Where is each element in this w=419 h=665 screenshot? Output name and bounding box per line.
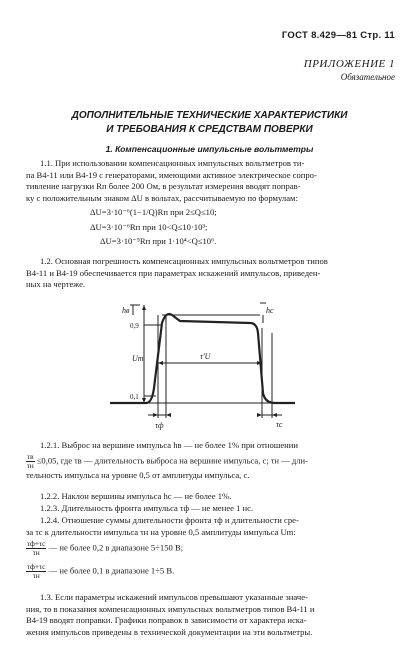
main-title-line-2: И ТРЕБОВАНИЯ К СРЕДСТВАМ ПОВЕРКИ bbox=[106, 124, 313, 135]
p13-line2: ния, то в показания компенсационных импульсных вольтметров типов В4-11 и bbox=[26, 603, 315, 614]
p12-line2: В4-11 и В4-19 обеспечивается при параметрах искажений импульсов, приведен- bbox=[26, 267, 321, 278]
formula-3: ΔU=3·10⁻⁵Rп при 1·10⁴<Q≤10⁶. bbox=[100, 236, 217, 246]
paragraph-1-2-2: 1.2.2. Наклон вершины импульса hс — не более 1%. bbox=[40, 491, 232, 501]
p11-line1: 1.1. При использовании компенсационных импульсных вольтметров ти- bbox=[40, 158, 305, 168]
p124-line1: 1.2.4. Отношение суммы длительности фронта τф и длительности сре- bbox=[40, 515, 299, 525]
ratio-line-2: $\frac{\tau ф+\tau с}{\tau н}$ — не более 0,1 в диапазоне 1÷5 В. bbox=[27, 562, 175, 580]
label-hc: hс bbox=[266, 306, 274, 315]
fraction-tau-v: $\frac{\tau в}{\tau н}$ bbox=[26, 451, 34, 470]
ratio-line-1: $\frac{\tau ф+\tau с}{\tau н}$ — не более 0,2 в диапазоне 5÷150 В; bbox=[27, 539, 184, 557]
paragraph-1-2 bbox=[26, 256, 395, 291]
paragraph-1-1 bbox=[26, 158, 395, 204]
label-tau-c: τс bbox=[276, 420, 283, 429]
paragraph-1-3 bbox=[26, 592, 395, 638]
paragraph-1-2-4 bbox=[26, 515, 395, 538]
label-09: 0,9 bbox=[130, 322, 139, 330]
label-tau-f: τф bbox=[155, 421, 164, 430]
p11-line4: ку с положительным знаком ΔU в вольтах, рассчитываемую по формулам: bbox=[26, 192, 298, 203]
p11-line2: па В4-11 или В4-19 с генераторами, имеющими активное электрическое сопро- bbox=[26, 169, 317, 180]
p121-line3: тельность импульса на уровне 0,5 от амплитуды импульса, с. bbox=[26, 469, 250, 480]
formula-2: ΔU=3·10⁻⁶Rп при 10<Q≤10·10³; bbox=[90, 222, 208, 232]
appendix-title: ПРИЛОЖЕНИЕ 1 bbox=[303, 58, 395, 70]
p13-line1: 1.3. Если параметры искажений импульсов превышают указанные значе- bbox=[40, 592, 308, 602]
paragraph-1-2-1 bbox=[26, 440, 395, 481]
p124-line2: за τс к длительности импульса τн на уровне 0,5 амплитуды импульса Um: bbox=[26, 526, 296, 537]
p12-line1: 1.2. Основная погрешность компенсационных импульсных вольтметров типов bbox=[40, 256, 328, 266]
p13-line3: В4-19 вводят поправки. Графики поправок в зависимости от характера иска- bbox=[26, 615, 307, 626]
p11-line3: тивление нагрузки Rп более 200 Ом, в результат измерения вводят поправ- bbox=[26, 181, 301, 192]
section-title: 1. Компенсационные импульсные вольтметры bbox=[105, 144, 314, 154]
p13-line4: жения импульсов приведены в технической документации на эти вольтметры. bbox=[26, 626, 313, 637]
p12-line3: ных на чертеже. bbox=[26, 279, 86, 290]
formula-1: ΔU=3·10⁻⁶(1−1/Q)Rп при 2≤Q≤10; bbox=[90, 207, 217, 217]
p121-line2: ≤0,05, где τв — длительность выброса на вершине импульса, с; τн — дли- bbox=[36, 455, 308, 466]
label-um: Um bbox=[132, 354, 144, 363]
page-header: ГОСТ 8.429—81 Стр. 11 bbox=[281, 30, 395, 41]
label-hv: hв bbox=[122, 306, 130, 315]
main-title-line-1: ДОПОЛНИТЕЛЬНЫЕ ТЕХНИЧЕСКИЕ ХАРАКТЕРИСТИКИ bbox=[71, 110, 348, 121]
label-tau-u: τ′U bbox=[200, 352, 211, 361]
label-01: 0,1 bbox=[130, 393, 139, 401]
p121-line1: 1.2.1. Выброс на вершине импульса hв — не более 1% при отношении bbox=[40, 440, 298, 450]
pulse-diagram bbox=[100, 293, 320, 438]
appendix-subtitle: Обязательное bbox=[340, 72, 395, 82]
paragraph-1-2-3: 1.2.3. Длительность фронта импульса τф — не менее 1 нс. bbox=[40, 503, 254, 513]
